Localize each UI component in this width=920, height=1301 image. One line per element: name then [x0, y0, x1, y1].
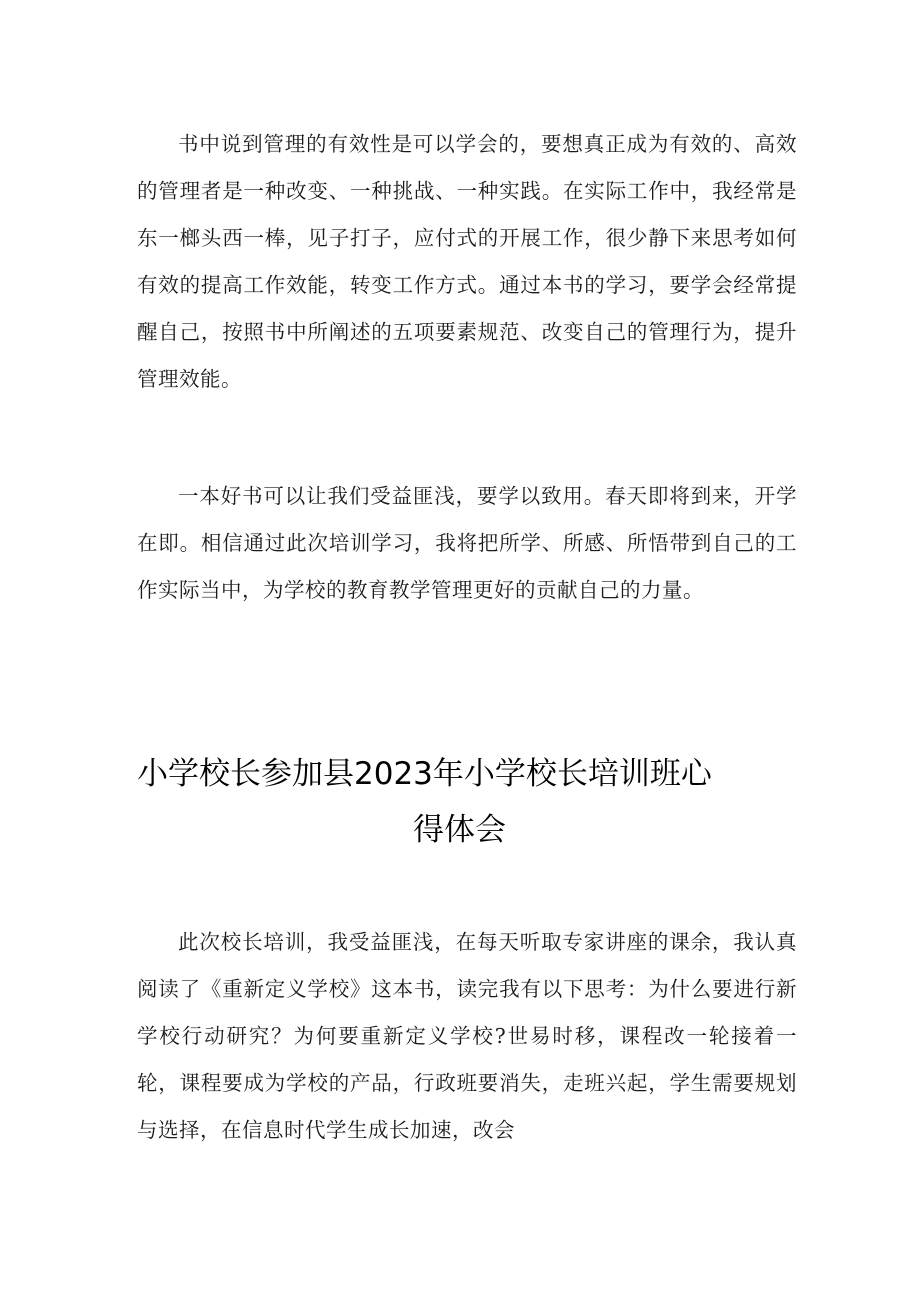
section-body-paragraph: 此次校长培训，我受益匪浅，在每天听取专家讲座的课余，我认真阅读了《重新定义学校》这本书，读完我有以下思考：为什么要进行新学校行动研究？为何要重新定义学校?世易时移，课程改一轮接着一轮，课程要成为学校的产品，行政班要消失，走班兴起，学生需要规划与选择，在信息时代学生成长加速，改会	[137, 930, 797, 1142]
body-paragraph: 一本好书可以让我们受益匪浅，要学以致用。春天即将到来，开学在即。相信通过此次培训学习，我将把所学、所感、所悟带到自己的工作实际当中，为学校的教育教学管理更好的贡献自己的力量。	[137, 484, 797, 602]
body-paragraph: 书中说到管理的有效性是可以学会的，要想真正成为有效的、高效的管理者是一种改变、一种挑战、一种实践。在实际工作中，我经常是东一榔头西一棒，见子打子，应付式的开展工作，很少静下来思考如何有效的提高工作效能，转变工作方式。通过本书的学习，要学会经常提醒自己，按照书中所阐述的五项要素规范、改变自己的管理行为，提升管理效能。	[137, 132, 797, 391]
section-title-line-1: 小学校长参加县2023年小学校长培训班心	[137, 756, 712, 792]
section-title-line-2: 得体会	[413, 812, 506, 848]
